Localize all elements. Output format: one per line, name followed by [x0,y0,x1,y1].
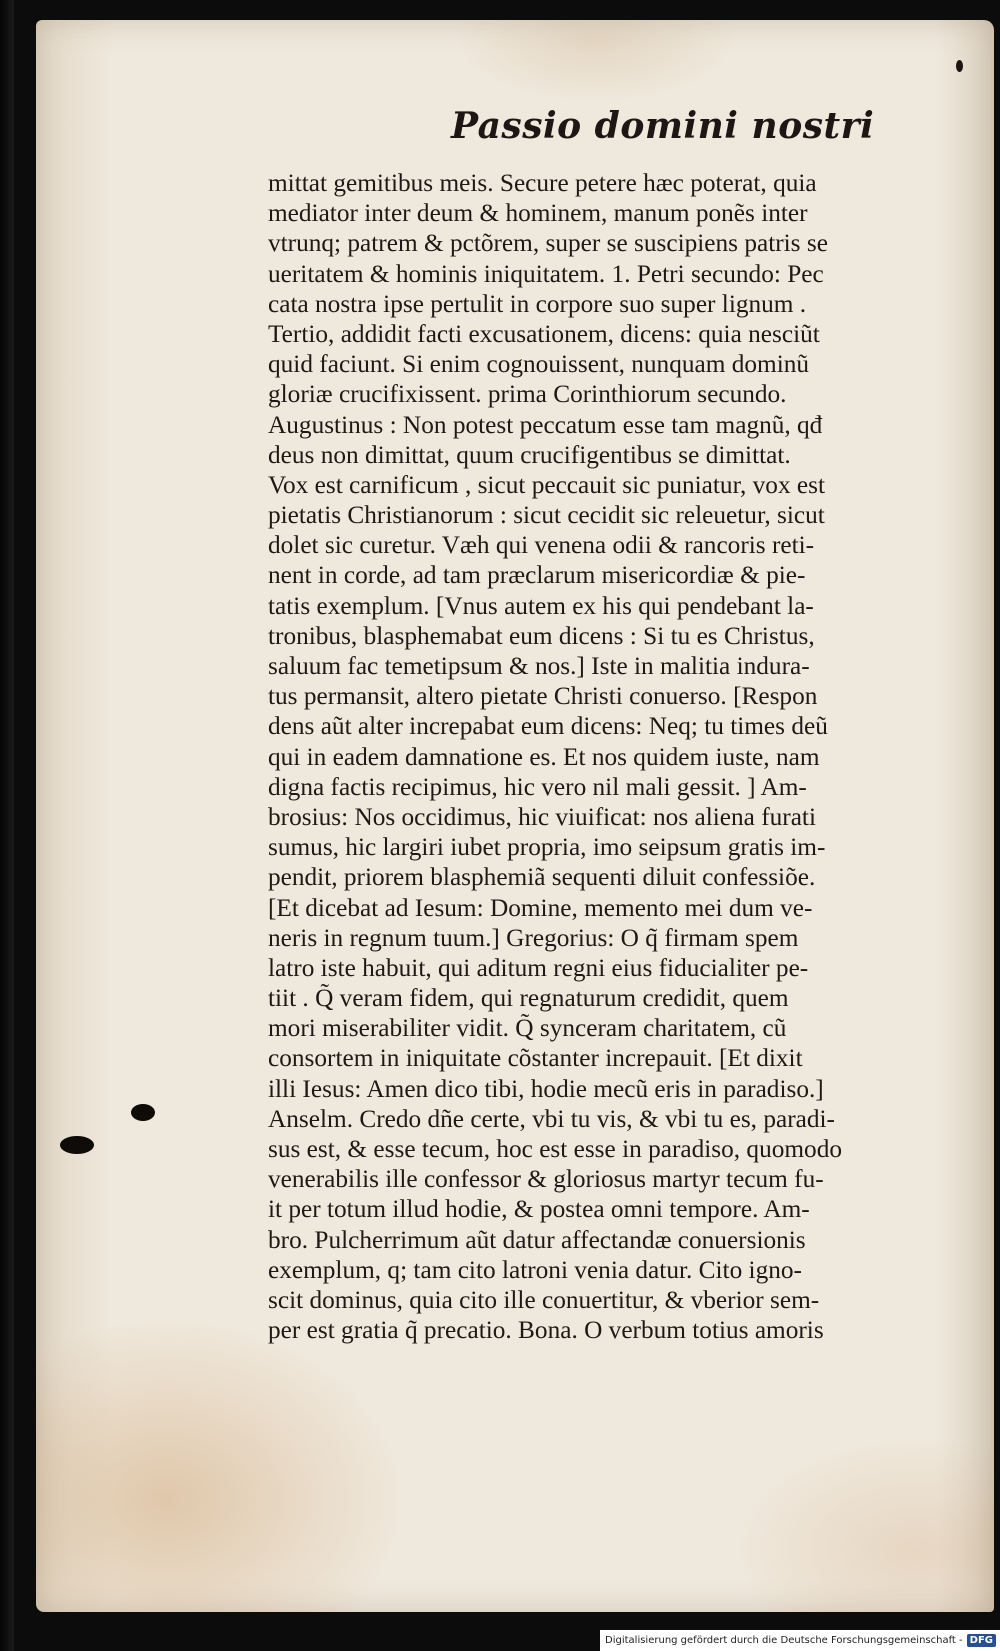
text-line: dens aũt alter increpabat eum dicens: Neq; tu times deũ [268,712,828,741]
text-line: [Et dicebat ad Iesum: Domine, memento mei dum ve- [268,893,813,922]
running-title: Passio domini nostri [451,105,875,147]
text-line: mori miserabiliter vidit. Q̃ synceram charitatem, cũ [268,1014,787,1043]
text-line: consortem in iniquitate cõstanter increpauit. [Et dixit [268,1044,803,1073]
text-line: nent in corde, ad tam præclarum misericordiæ & pie- [268,561,806,590]
digitization-credit: Digitalisierung gefördert durch die Deutsche Forschungsgemeinschaft - [605,1635,963,1646]
text-line: tronibus, blasphemabat eum dicens : Si tu es Christus, [268,621,815,650]
ink-mark [956,60,963,72]
text-line: latro iste habuit, qui aditum regni eius fiducialiter pe- [268,953,809,982]
text-line: tus permansit, altero pietate Christi conuerso. [Respon [268,682,818,711]
text-line: it per totum illud hodie, & postea omni tempore. Am- [268,1195,810,1224]
text-line: qui in eadem damnatione es. Et nos quidem iuste, nam [268,742,820,771]
ink-blot [131,1104,155,1121]
text-line: tiit . Q̃ veram fidem, qui regnaturum credidit, quem [268,984,789,1013]
text-line: quid faciunt. Si enim cognouissent, nunquam dominũ [268,350,810,379]
text-line: sumus, hic largiri iubet propria, imo seipsum gratis im- [268,833,826,862]
text-line: tatis exemplum. [Vnus autem ex his qui pendebant la- [268,591,814,620]
text-line: pendit, priorem blasphemiã sequenti diluit confessiõe. [268,863,816,892]
text-line: scit dominus, quia cito ille conuertitur, & vberior sem- [268,1285,820,1314]
text-line: venerabilis ille confessor & gloriosus martyr tecum fu- [268,1165,824,1194]
dfg-logo: DFG [967,1634,996,1647]
text-line: Vox est carnificum , sicut peccauit sic puniatur, vox est [268,470,826,499]
text-line: brosius: Nos occidimus, hic viuificat: nos aliena furati [268,802,816,831]
text-line: vtrunq; patrem & pctõrem, super se suscipiens patris se [268,229,828,258]
text-line: illi Iesus: Amen dico tibi, hodie mecũ eris in paradiso.] [268,1074,824,1103]
body-text [268,168,958,1345]
text-line: ueritatem & hominis iniquitatem. 1. Petri secundo: Pec [268,259,824,288]
text-line: cata nostra ipse pertulit in corpore suo super lignum . [268,289,807,318]
ink-blot [60,1136,94,1154]
text-line: saluum fac temetipsum & nos.] Iste in malitia indura- [268,652,810,680]
text-line: pietatis Christianorum : sicut cecidit sic releuetur, sicut [268,501,825,530]
text-line: Augustinus : Non potest peccatum esse tam magnũ, qđ [268,410,823,439]
book-spine-shadow [0,0,14,1651]
text-line: Anselm. Credo dñe certe, vbi tu vis, & vbi tu es, paradi- [268,1104,835,1133]
text-line: dolet sic curetur. Væh qui venena odii & rancoris reti- [268,531,815,560]
text-line: mediator inter deum & hominem, manum ponẽs inter [268,199,808,228]
text-line: deus non dimittat, quum crucifigentibus se dimittat. [268,440,791,469]
text-line: gloriæ crucifixissent. prima Corinthiorum secundo. [268,380,787,409]
digitization-credit-bar [600,1630,1000,1651]
text-line: digna factis recipimus, hic vero nil mali gessit. ] Am- [268,772,807,801]
text-line: bro. Pulcherrimum aũt datur affectandæ conuersionis [268,1225,806,1254]
text-line: mittat gemitibus meis. Secure petere hæc poterat, quia [268,169,817,197]
book-page [36,20,994,1612]
text-line: sus est, & esse tecum, hoc est esse in paradiso, quomodo [268,1135,842,1163]
text-line: exemplum, q; tam cito latroni venia datur. Cito igno- [268,1255,802,1284]
text-line: per est gratia q̃ precatio. Bona. O verbum totius amoris [268,1316,824,1345]
text-line: neris in regnum tuum.] Gregorius: O q̃ firmam spem [268,923,799,952]
text-line: Tertio, addidit facti excusationem, dicens: quia nesciũt [268,319,820,348]
